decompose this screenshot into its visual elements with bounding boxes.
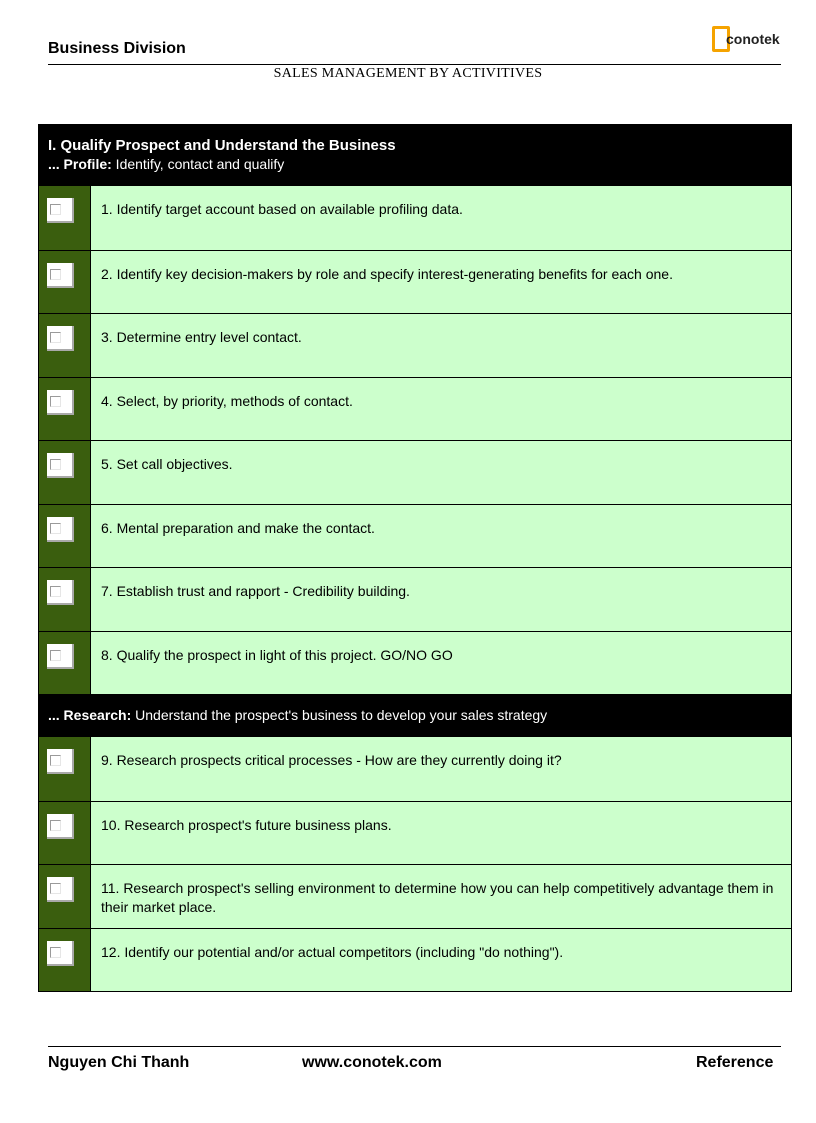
division-title: Business Division [48, 40, 186, 57]
checklist-item-text: 12. Identify our potential and/or actual competitors (including "do nothing"). [91, 929, 791, 992]
checklist-row-3 [39, 313, 791, 377]
checkbox-inner [50, 204, 61, 215]
checkbox-inner [50, 459, 61, 470]
header-divider [48, 64, 781, 65]
company-logo [712, 26, 784, 60]
checklist-row-2 [39, 250, 791, 314]
checklist-item-text: 5. Set call objectives. [91, 441, 791, 504]
logo-text: conotek [726, 31, 780, 47]
checkbox[interactable] [47, 814, 74, 839]
checkbox[interactable] [47, 326, 74, 351]
checkbox-inner [50, 650, 61, 661]
research-label: ... Research: [48, 707, 132, 723]
section-header-qualify [39, 125, 791, 186]
checklist-item-text: 1. Identify target account based on available profiling data. [91, 186, 791, 250]
checkbox-inner [50, 332, 61, 343]
footer-website: www.conotek.com [302, 1054, 442, 1071]
checkbox-inner [50, 269, 61, 280]
profile-label: ... Profile: [48, 156, 112, 172]
checklist-row-9 [39, 737, 791, 801]
checklist-item-text: 9. Research prospects critical processes - How are they currently doing it? [91, 737, 791, 801]
checkbox[interactable] [47, 941, 74, 966]
footer-reference: Reference [696, 1054, 774, 1071]
checklist-item-text: 11. Research prospect's selling environment to determine how you can help competitively advantage them in their market place. [91, 865, 791, 928]
checklist-item-text: 2. Identify key decision-makers by role and specify interest-generating benefits for each one. [91, 251, 791, 314]
checkbox[interactable] [47, 517, 74, 542]
profile-text: Identify, contact and qualify [111, 156, 285, 172]
checklist-row-8 [39, 631, 791, 695]
checklist-item-text: 10. Research prospect's future business plans. [91, 802, 791, 865]
section-header-research [39, 694, 791, 737]
checklist-row-10 [39, 801, 791, 865]
checklist-row-4 [39, 377, 791, 441]
section-title: I. Qualify Prospect and Understand the Business [48, 137, 396, 154]
checkbox[interactable] [47, 580, 74, 605]
checkbox-inner [50, 883, 61, 894]
checkbox[interactable] [47, 390, 74, 415]
checkbox-inner [50, 820, 61, 831]
checkbox-inner [50, 523, 61, 534]
checklist-item-text: 7. Establish trust and rapport - Credibility building. [91, 568, 791, 631]
checklist-row-12 [39, 928, 791, 992]
checkbox[interactable] [47, 263, 74, 288]
document-title: SALES MANAGEMENT BY ACTIVITIVES [273, 66, 543, 81]
profile-subheader [48, 155, 791, 173]
footer-author: Nguyen Chi Thanh [48, 1054, 190, 1071]
checklist-item-text: 3. Determine entry level contact. [91, 314, 791, 377]
checklist-table [38, 124, 792, 992]
research-subheader [48, 706, 791, 724]
checkbox[interactable] [47, 198, 74, 223]
checklist-row-11 [39, 864, 791, 928]
checklist-item-text: 6. Mental preparation and make the contact. [91, 505, 791, 568]
checkbox[interactable] [47, 453, 74, 478]
checklist-row-1 [39, 186, 791, 250]
footer-divider [48, 1046, 781, 1047]
checklist-item-text: 4. Select, by priority, methods of contact. [91, 378, 791, 441]
checkbox-inner [50, 947, 61, 958]
research-text: Understand the prospect's business to develop your sales strategy [131, 707, 548, 723]
checkbox-inner [50, 755, 61, 766]
checkbox[interactable] [47, 877, 74, 902]
checklist-row-7 [39, 567, 791, 631]
checklist-row-6 [39, 504, 791, 568]
checkbox[interactable] [47, 749, 74, 774]
checklist-row-5 [39, 440, 791, 504]
checklist-item-text: 8. Qualify the prospect in light of this project. GO/NO GO [91, 632, 791, 695]
checkbox-inner [50, 586, 61, 597]
checkbox-inner [50, 396, 61, 407]
checkbox[interactable] [47, 644, 74, 669]
